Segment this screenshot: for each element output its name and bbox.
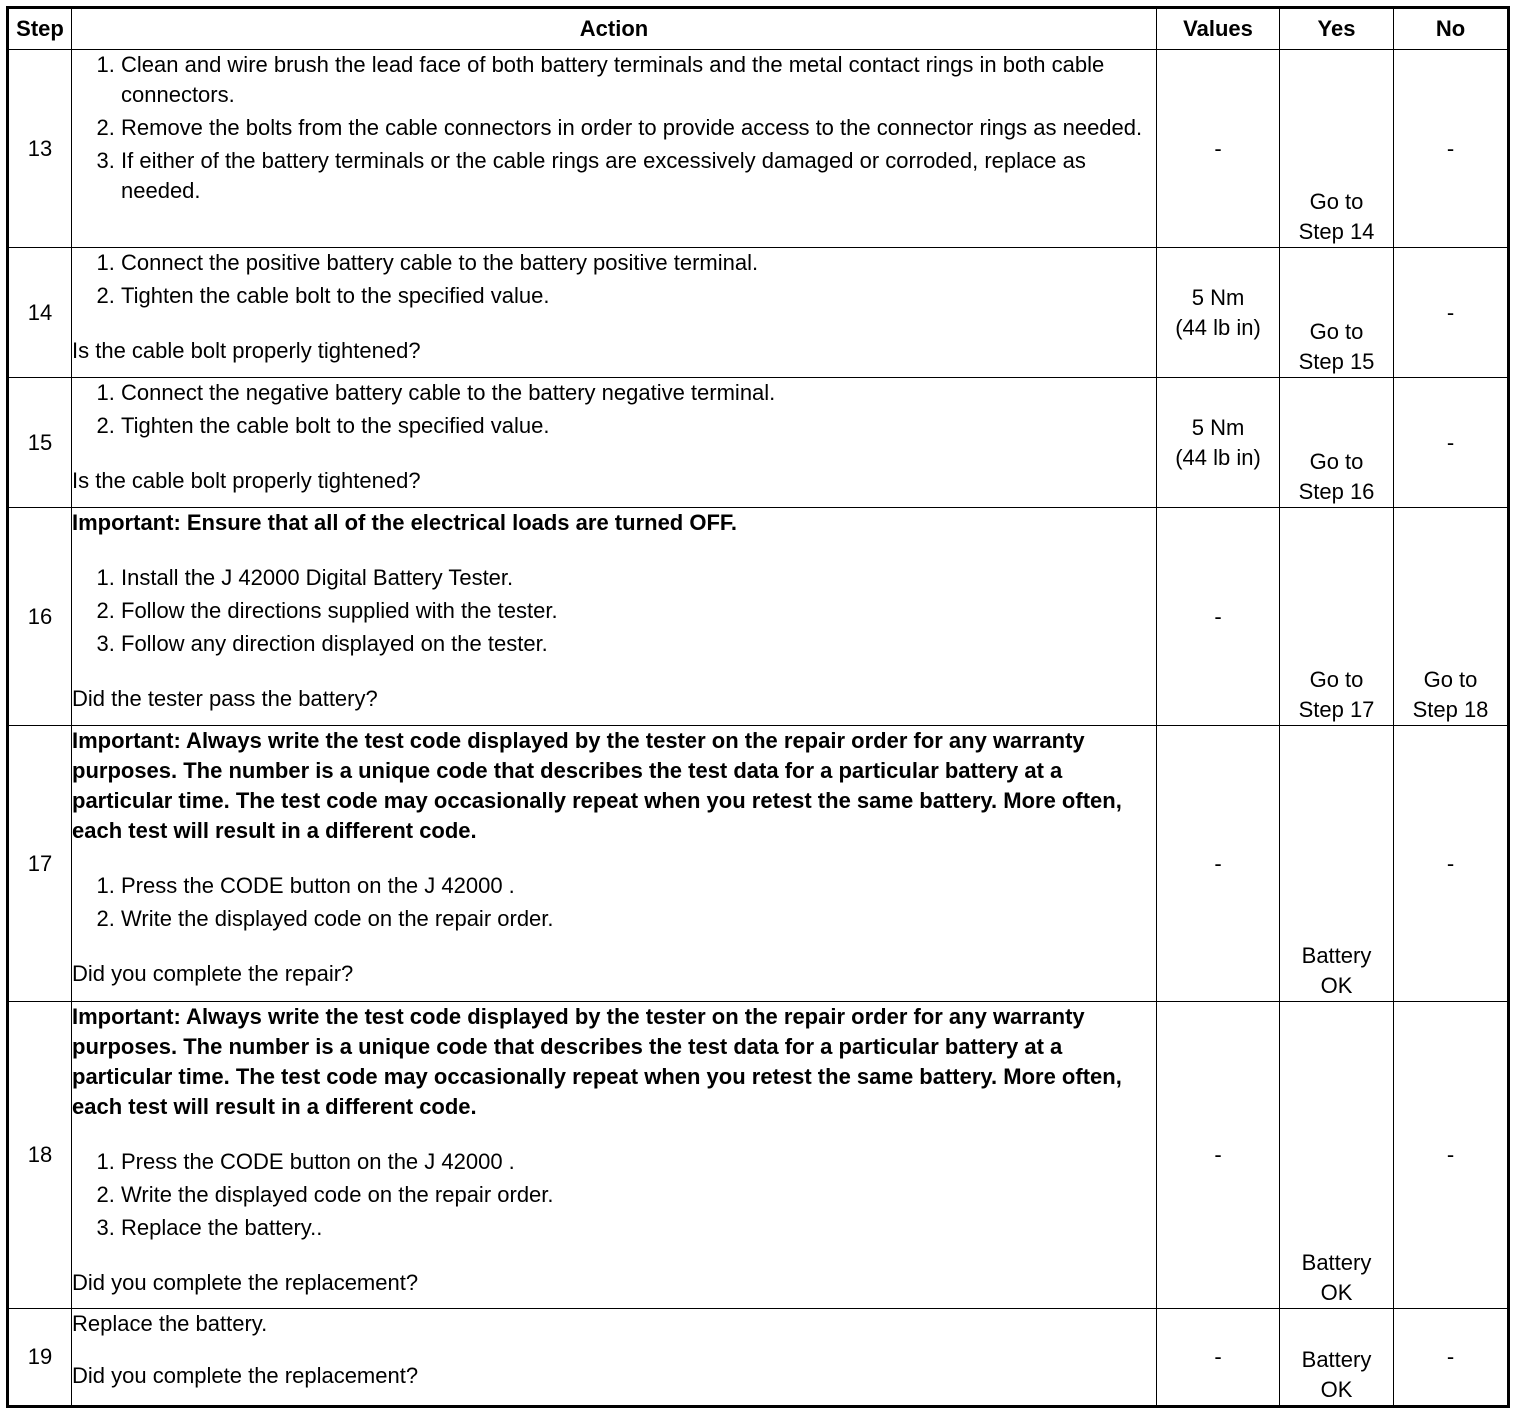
table-row — [8, 1002, 1509, 1309]
table-row — [8, 1309, 1509, 1407]
question-text: Is the cable bolt properly tightened? — [72, 468, 421, 493]
action-item: 1. Clean and wire brush the lead face of both battery terminals and the metal contact rings in both cable connectors. — [121, 50, 1156, 110]
yes-line: OK — [1320, 1280, 1353, 1305]
table-row — [8, 508, 1509, 726]
action-list — [72, 871, 1156, 934]
yes-cell — [1280, 50, 1394, 248]
values-cell — [1157, 248, 1280, 378]
no-cell: - — [1394, 50, 1509, 248]
yes-line: Battery — [1301, 1347, 1372, 1372]
header-action: Action — [72, 8, 1157, 50]
action-cell — [72, 726, 1157, 1002]
header-yes: Yes — [1280, 8, 1394, 50]
step-number: 17 — [8, 726, 72, 1002]
action-cell — [72, 378, 1157, 508]
no-cell: - — [1394, 726, 1509, 1002]
values-cell: - — [1157, 1002, 1280, 1309]
yes-line: Step 14 — [1298, 219, 1375, 244]
no-line: Go to — [1423, 667, 1478, 692]
action-item: 1. Press the CODE button on the J 42000 . — [121, 871, 1156, 901]
yes-line: OK — [1320, 973, 1353, 998]
step-number: 19 — [8, 1309, 72, 1407]
value-line: (44 lb in) — [1175, 444, 1261, 470]
step-number: 14 — [8, 248, 72, 378]
yes-cell — [1280, 726, 1394, 1002]
step-number: 13 — [8, 50, 72, 248]
question-text: Did you complete the repair? — [72, 961, 354, 986]
table-row — [8, 378, 1509, 508]
yes-cell — [1280, 1309, 1394, 1407]
action-item: 2. Write the displayed code on the repair order. — [121, 904, 1156, 934]
no-cell: - — [1394, 1002, 1509, 1309]
question-text: Did you complete the replacement? — [72, 1270, 419, 1295]
important-note: Important: Ensure that all of the electrical loads are turned OFF. — [72, 510, 738, 535]
values-cell: - — [1157, 1309, 1280, 1407]
action-item: 3. If either of the battery terminals or the cable rings are excessively damaged or corroded, replace as needed. — [121, 146, 1156, 206]
action-item: 1. Connect the positive battery cable to the battery positive terminal. — [121, 248, 1156, 278]
step-number: 18 — [8, 1002, 72, 1309]
yes-line: Step 15 — [1298, 349, 1375, 374]
table-row — [8, 726, 1509, 1002]
question-text: Did you complete the replacement? — [72, 1363, 419, 1388]
yes-line: Battery — [1301, 1250, 1372, 1275]
values-cell — [1157, 378, 1280, 508]
step-number: 16 — [8, 508, 72, 726]
action-item: 2. Write the displayed code on the repair order. — [121, 1180, 1156, 1210]
action-item: 2. Tighten the cable bolt to the specified value. — [121, 281, 1156, 311]
action-cell — [72, 248, 1157, 378]
action-item: 2. Tighten the cable bolt to the specified value. — [121, 411, 1156, 441]
action-cell — [72, 1002, 1157, 1309]
header-values: Values — [1157, 8, 1280, 50]
action-item: 1. Install the J 42000 Digital Battery Tester. — [121, 563, 1156, 593]
important-note: Important: Always write the test code displayed by the tester on the repair order for any warranty purposes. The number is a unique code that describes the test data for a particular battery at a particular time. The test code may occasionally repeat when you retest the same battery. More often, each test will result in a different code. — [72, 728, 1122, 843]
action-item: 2. Remove the bolts from the cable connectors in order to provide access to the connector rings as needed. — [121, 113, 1156, 143]
diagnostic-table — [6, 6, 1510, 1408]
action-cell — [72, 1309, 1157, 1407]
yes-line: Go to — [1309, 319, 1364, 344]
value-line: (44 lb in) — [1175, 314, 1261, 340]
table-row — [8, 248, 1509, 378]
no-cell: - — [1394, 248, 1509, 378]
action-item: 3. Follow any direction displayed on the tester. — [121, 629, 1156, 659]
action-cell — [72, 50, 1157, 248]
header-no: No — [1394, 8, 1509, 50]
question-text: Is the cable bolt properly tightened? — [72, 338, 421, 363]
yes-line: OK — [1320, 1377, 1353, 1402]
question-text: Did the tester pass the battery? — [72, 686, 378, 711]
yes-line: Step 16 — [1298, 479, 1375, 504]
values-cell: - — [1157, 726, 1280, 1002]
action-cell — [72, 508, 1157, 726]
yes-cell — [1280, 378, 1394, 508]
values-cell: - — [1157, 508, 1280, 726]
yes-line: Go to — [1309, 667, 1364, 692]
table-row — [8, 50, 1509, 248]
action-item: 1. Connect the negative battery cable to the battery negative terminal. — [121, 378, 1156, 408]
value-line: 5 Nm — [1191, 414, 1245, 440]
action-list — [72, 50, 1156, 206]
no-cell: - — [1394, 1309, 1509, 1407]
no-cell — [1394, 508, 1509, 726]
action-list — [72, 378, 1156, 441]
yes-cell — [1280, 508, 1394, 726]
action-list — [72, 248, 1156, 311]
yes-line: Go to — [1309, 189, 1364, 214]
step-number: 15 — [8, 378, 72, 508]
yes-line: Battery — [1301, 943, 1372, 968]
action-list — [72, 563, 1156, 659]
header-step: Step — [8, 8, 72, 50]
action-item: 3. Replace the battery.. — [121, 1213, 1156, 1243]
header-row — [8, 8, 1509, 50]
yes-cell — [1280, 1002, 1394, 1309]
action-item: 1. Press the CODE button on the J 42000 . — [121, 1147, 1156, 1177]
values-cell: - — [1157, 50, 1280, 248]
yes-cell — [1280, 248, 1394, 378]
action-item: 2. Follow the directions supplied with the tester. — [121, 596, 1156, 626]
value-line: 5 Nm — [1191, 284, 1245, 310]
no-line: Step 18 — [1412, 697, 1489, 722]
important-note: Important: Always write the test code displayed by the tester on the repair order for any warranty purposes. The number is a unique code that describes the test data for a particular battery at a particular time. The test code may occasionally repeat when you retest the same battery. More often, each test will result in a different code. — [72, 1004, 1122, 1119]
yes-line: Go to — [1309, 449, 1364, 474]
no-cell: - — [1394, 378, 1509, 508]
yes-line: Step 17 — [1298, 697, 1375, 722]
lead-text: Replace the battery. — [72, 1311, 268, 1336]
action-list — [72, 1147, 1156, 1243]
